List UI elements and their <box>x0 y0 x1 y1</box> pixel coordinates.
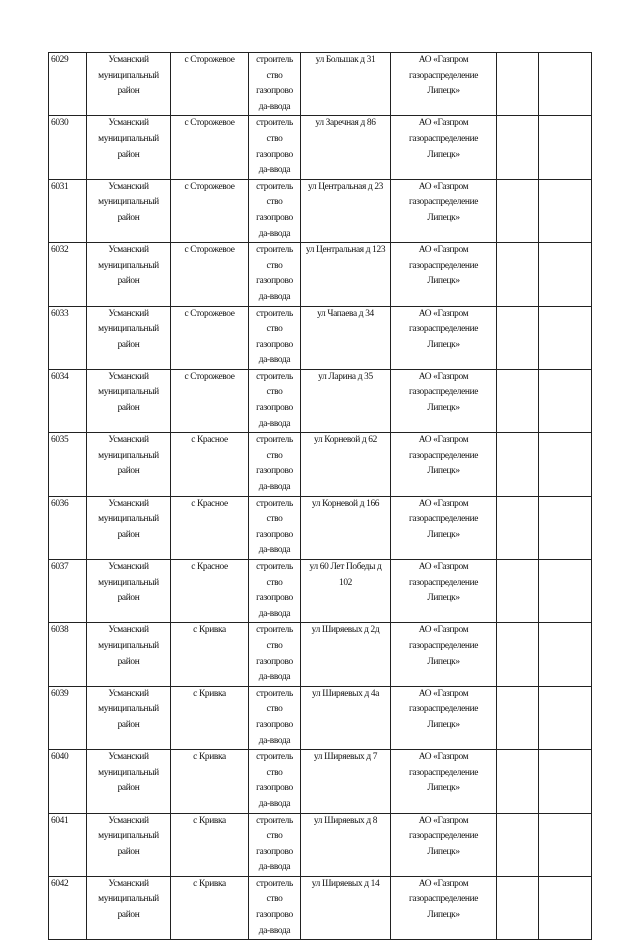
cell-district <box>87 496 171 559</box>
cell-district <box>87 686 171 749</box>
cell-organization <box>391 116 497 179</box>
cell-address <box>301 686 391 749</box>
registry-table-body <box>49 53 592 940</box>
cell-address-text: ул Ларина д 35 <box>318 371 373 382</box>
table-row <box>49 750 592 813</box>
cell-empty <box>539 116 592 179</box>
cell-work-type <box>249 243 301 306</box>
cell-number <box>49 369 87 432</box>
cell-empty <box>539 306 592 369</box>
cell-number-text: 6035 <box>51 435 69 446</box>
cell-empty <box>497 306 539 369</box>
cell-number-text: 6030 <box>51 118 69 129</box>
cell-organization-text: АО «Газпром газораспределение Липецк» <box>408 371 479 414</box>
cell-number <box>49 179 87 242</box>
cell-empty <box>497 116 539 179</box>
cell-work-type-text: строитель ство газопрово да-ввода <box>256 562 293 619</box>
cell-work-type <box>249 560 301 623</box>
cell-district <box>87 876 171 939</box>
cell-district-text: Усманский муниципальный район <box>98 55 159 97</box>
cell-empty <box>539 496 592 559</box>
cell-address-text: ул Ширяевых д 7 <box>313 752 378 763</box>
cell-empty <box>497 623 539 686</box>
cell-locality-text: с Сторожевое <box>184 308 235 319</box>
cell-empty <box>497 813 539 876</box>
cell-organization-text: АО «Газпром газораспределение Липецк» <box>408 181 479 223</box>
cell-empty <box>497 433 539 496</box>
cell-address <box>301 116 391 179</box>
cell-work-type <box>249 496 301 559</box>
cell-locality-text: с Сторожевое <box>184 118 235 129</box>
cell-number-text: 6031 <box>51 181 69 192</box>
cell-locality-text: с Красное <box>191 498 228 509</box>
cell-address <box>301 179 391 242</box>
cell-empty <box>539 560 592 623</box>
cell-locality <box>171 53 249 116</box>
cell-district <box>87 116 171 179</box>
cell-organization <box>391 243 497 306</box>
cell-work-type-text: строитель ство газопрово да-ввода <box>256 55 293 112</box>
cell-organization-text: АО «Газпром газораспределение Липецк» <box>408 815 479 857</box>
cell-organization-text: АО «Газпром газораспределение Липецк» <box>408 118 479 160</box>
cell-address-text: ул Ширяевых д 8 <box>313 815 378 826</box>
cell-organization <box>391 750 497 813</box>
cell-address-text: ул Большак д 31 <box>315 55 376 65</box>
cell-address-text: ул Заречная д 86 <box>315 118 376 129</box>
cell-number-text: 6033 <box>51 308 69 319</box>
cell-work-type-text: строитель ство газопрово да-ввода <box>256 118 293 176</box>
cell-address-text: ул Ширяевых д 2д <box>311 625 380 636</box>
cell-empty <box>497 496 539 559</box>
cell-address-text: ул Корневой д 166 <box>311 498 380 509</box>
cell-address-text: ул Ширяевых д 14 <box>311 878 380 889</box>
cell-work-type <box>249 813 301 876</box>
cell-district <box>87 306 171 369</box>
cell-district-text: Усманский муниципальный район <box>98 878 159 921</box>
cell-number <box>49 53 87 116</box>
cell-empty <box>539 369 592 432</box>
cell-locality <box>171 433 249 496</box>
table-row <box>49 813 592 876</box>
cell-organization <box>391 686 497 749</box>
cell-locality-text: с Красное <box>191 435 228 446</box>
table-row <box>49 433 592 496</box>
cell-district-text: Усманский муниципальный район <box>98 625 159 667</box>
cell-district <box>87 179 171 242</box>
cell-organization <box>391 369 497 432</box>
cell-address-text: ул Центральная д 123 <box>305 245 386 256</box>
cell-district <box>87 560 171 623</box>
cell-district-text: Усманский муниципальный район <box>98 815 159 857</box>
cell-number-text: 6029 <box>51 55 69 65</box>
cell-organization <box>391 813 497 876</box>
cell-empty <box>497 876 539 939</box>
cell-empty <box>497 243 539 306</box>
cell-number <box>49 116 87 179</box>
cell-locality <box>171 686 249 749</box>
cell-district-text: Усманский муниципальный район <box>98 181 159 223</box>
cell-work-type <box>249 53 301 116</box>
cell-locality <box>171 750 249 813</box>
cell-number-text: 6040 <box>51 752 69 763</box>
cell-organization-text: АО «Газпром газораспределение Липецк» <box>408 878 479 921</box>
cell-empty <box>497 179 539 242</box>
cell-locality-text: с Кривка <box>193 878 226 889</box>
cell-district-text: Усманский муниципальный район <box>98 752 159 794</box>
cell-district <box>87 243 171 306</box>
cell-number-text: 6034 <box>51 371 69 382</box>
cell-work-type-text: строитель ство газопрово да-ввода <box>256 625 293 683</box>
cell-address <box>301 433 391 496</box>
cell-locality <box>171 876 249 939</box>
cell-organization-text: АО «Газпром газораспределение Липецк» <box>408 498 479 540</box>
cell-number <box>49 876 87 939</box>
cell-work-type-text: строитель ство газопрово да-ввода <box>256 498 293 556</box>
cell-organization <box>391 623 497 686</box>
cell-address <box>301 813 391 876</box>
cell-address <box>301 623 391 686</box>
cell-district <box>87 813 171 876</box>
table-row <box>49 116 592 179</box>
cell-work-type <box>249 750 301 813</box>
cell-number-text: 6032 <box>51 245 69 256</box>
cell-number-text: 6039 <box>51 688 69 699</box>
cell-organization-text: АО «Газпром газораспределение Липецк» <box>408 435 479 477</box>
cell-empty <box>497 369 539 432</box>
cell-locality <box>171 496 249 559</box>
cell-district <box>87 369 171 432</box>
cell-district-text: Усманский муниципальный район <box>98 245 159 287</box>
cell-district-text: Усманский муниципальный район <box>98 118 159 160</box>
cell-district <box>87 750 171 813</box>
cell-work-type <box>249 179 301 242</box>
cell-work-type-text: строитель ство газопрово да-ввода <box>256 752 293 809</box>
cell-number <box>49 813 87 876</box>
cell-locality-text: с Сторожевое <box>184 55 235 65</box>
cell-work-type-text: строитель ство газопрово да-ввода <box>256 815 293 873</box>
cell-number <box>49 750 87 813</box>
cell-empty <box>497 750 539 813</box>
table-row <box>49 560 592 623</box>
cell-address-text: ул Центральная д 23 <box>307 181 383 192</box>
cell-locality-text: с Сторожевое <box>184 181 235 192</box>
cell-organization <box>391 306 497 369</box>
cell-empty <box>539 433 592 496</box>
cell-locality <box>171 306 249 369</box>
cell-empty <box>539 179 592 242</box>
cell-locality <box>171 243 249 306</box>
cell-work-type <box>249 623 301 686</box>
cell-work-type <box>249 116 301 179</box>
registry-table <box>48 52 592 940</box>
cell-organization <box>391 53 497 116</box>
cell-work-type-text: строитель ство газопрово да-ввода <box>256 371 293 429</box>
cell-work-type-text: строитель ство газопрово да-ввода <box>256 245 293 302</box>
cell-number-text: 6041 <box>51 815 69 826</box>
cell-locality <box>171 369 249 432</box>
table-row <box>49 686 592 749</box>
cell-locality-text: с Кривка <box>193 752 226 763</box>
cell-locality-text: с Красное <box>191 562 228 572</box>
cell-address <box>301 306 391 369</box>
cell-organization <box>391 433 497 496</box>
cell-work-type <box>249 369 301 432</box>
cell-work-type <box>249 306 301 369</box>
cell-locality <box>171 560 249 623</box>
cell-address-text: ул 60 Лет Победы д 102 <box>309 562 382 588</box>
cell-address <box>301 243 391 306</box>
cell-organization <box>391 496 497 559</box>
cell-district-text: Усманский муниципальный район <box>98 498 159 540</box>
cell-address-text: ул Ширяевых д 4а <box>311 688 380 699</box>
cell-organization <box>391 179 497 242</box>
cell-empty <box>539 686 592 749</box>
cell-work-type-text: строитель ство газопрово да-ввода <box>256 878 293 936</box>
table-row <box>49 623 592 686</box>
cell-locality-text: с Сторожевое <box>184 371 235 382</box>
table-row <box>49 179 592 242</box>
cell-address <box>301 496 391 559</box>
cell-number <box>49 560 87 623</box>
cell-organization-text: АО «Газпром газораспределение Липецк» <box>408 688 479 730</box>
cell-district <box>87 623 171 686</box>
cell-work-type <box>249 686 301 749</box>
cell-organization-text: АО «Газпром газораспределение Липецк» <box>408 752 479 794</box>
cell-work-type-text: строитель ство газопрово да-ввода <box>256 688 293 746</box>
cell-number <box>49 686 87 749</box>
cell-work-type-text: строитель ство газопрово да-ввода <box>256 308 293 366</box>
cell-address <box>301 750 391 813</box>
cell-locality <box>171 813 249 876</box>
cell-locality-text: с Кривка <box>193 815 226 826</box>
cell-address <box>301 53 391 116</box>
cell-organization <box>391 876 497 939</box>
cell-number <box>49 623 87 686</box>
cell-locality <box>171 116 249 179</box>
table-row <box>49 369 592 432</box>
cell-number-text: 6037 <box>51 562 69 572</box>
cell-number-text: 6042 <box>51 878 69 889</box>
cell-empty <box>539 623 592 686</box>
cell-number <box>49 306 87 369</box>
cell-locality-text: с Кривка <box>193 625 226 636</box>
cell-empty <box>497 560 539 623</box>
cell-number <box>49 496 87 559</box>
cell-district-text: Усманский муниципальный район <box>98 308 159 350</box>
cell-address <box>301 560 391 623</box>
cell-district-text: Усманский муниципальный район <box>98 435 159 477</box>
cell-number-text: 6036 <box>51 498 69 509</box>
cell-address-text: ул Корневой д 62 <box>314 435 377 446</box>
cell-number <box>49 433 87 496</box>
cell-organization-text: АО «Газпром газораспределение Липецк» <box>408 245 479 287</box>
cell-number-text: 6038 <box>51 625 69 636</box>
cell-number <box>49 243 87 306</box>
cell-organization-text: АО «Газпром газораспределение Липецк» <box>408 55 479 97</box>
table-row <box>49 243 592 306</box>
cell-locality-text: с Сторожевое <box>184 245 235 256</box>
cell-empty <box>497 53 539 116</box>
cell-district-text: Усманский муниципальный район <box>98 371 159 414</box>
cell-empty <box>539 53 592 116</box>
cell-organization-text: АО «Газпром газораспределение Липецк» <box>408 562 479 604</box>
cell-district-text: Усманский муниципальный район <box>98 688 159 730</box>
cell-empty <box>539 243 592 306</box>
document-page <box>48 52 591 940</box>
table-row <box>49 496 592 559</box>
cell-work-type <box>249 876 301 939</box>
cell-empty <box>539 813 592 876</box>
cell-district <box>87 433 171 496</box>
cell-empty <box>539 876 592 939</box>
cell-organization-text: АО «Газпром газораспределение Липецк» <box>408 625 479 667</box>
cell-locality <box>171 179 249 242</box>
cell-address <box>301 369 391 432</box>
cell-locality <box>171 623 249 686</box>
table-row <box>49 306 592 369</box>
table-row <box>49 53 592 116</box>
cell-organization <box>391 560 497 623</box>
cell-district-text: Усманский муниципальный район <box>98 562 159 604</box>
cell-empty <box>497 686 539 749</box>
cell-work-type-text: строитель ство газопрово да-ввода <box>256 435 293 493</box>
cell-organization-text: АО «Газпром газораспределение Липецк» <box>408 308 479 350</box>
cell-district <box>87 53 171 116</box>
table-row <box>49 876 592 939</box>
cell-empty <box>539 750 592 813</box>
cell-work-type <box>249 433 301 496</box>
cell-locality-text: с Кривка <box>193 688 226 699</box>
cell-work-type-text: строитель ство газопрово да-ввода <box>256 181 293 239</box>
cell-address-text: ул Чапаева д 34 <box>317 308 374 319</box>
cell-address <box>301 876 391 939</box>
